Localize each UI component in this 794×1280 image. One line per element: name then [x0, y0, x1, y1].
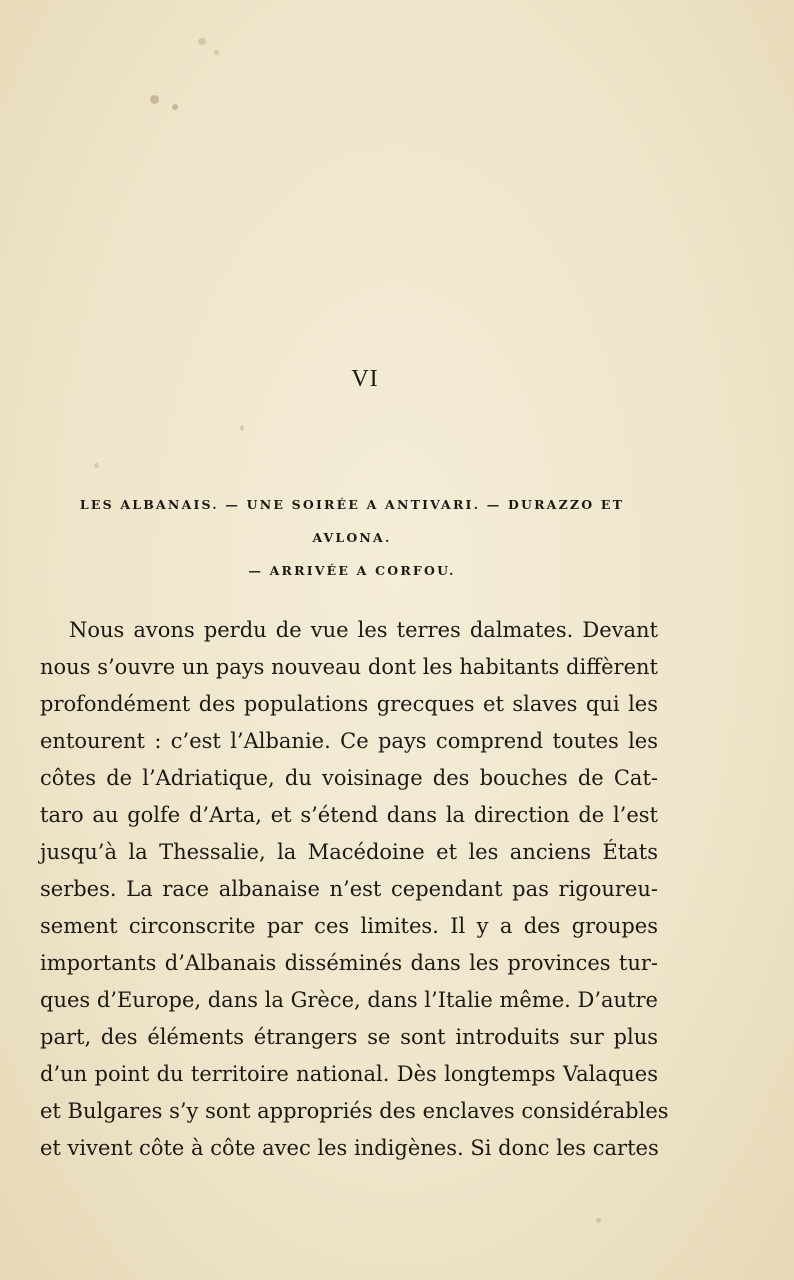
text-line: entourent : c’est l’Albanie. Ce pays comprend toutes les — [40, 729, 658, 753]
chapter-summary — [42, 488, 662, 587]
text-line: profondément des populations grecques et slaves qui les — [40, 692, 658, 716]
chapter-summary-line: — ARRIVÉE A CORFOU. — [248, 563, 456, 578]
paper-stain — [214, 50, 219, 55]
text-line: d’un point du territoire national. Dès longtemps Valaques — [40, 1062, 658, 1086]
paper-stain — [150, 95, 159, 104]
paper-stain — [596, 1218, 601, 1223]
text-line: Nous avons perdu de vue les terres dalmates. Devant — [69, 618, 658, 642]
text-line: sement circonscrite par ces limites. Il y a des groupes — [40, 914, 658, 938]
text-line: côtes de l’Adriatique, du voisinage des bouches de Cat- — [40, 766, 658, 790]
paper-stain — [240, 425, 244, 431]
text-line: part, des éléments étrangers se sont introduits sur plus — [40, 1025, 658, 1049]
paper-stain — [94, 463, 99, 468]
paper-stain — [172, 104, 178, 110]
text-line: importants d’Albanais disséminés dans les provinces tur- — [40, 951, 658, 975]
text-line: jusqu’à la Thessalie, la Macédoine et les anciens États — [40, 840, 658, 864]
chapter-summary-line: LES ALBANAIS. — UNE SOIRÉE A ANTIVARI. — DURAZZO ET AVLONA. — [79, 497, 625, 545]
text-line: serbes. La race albanaise n’est cependant pas rigoureu- — [40, 877, 658, 901]
text-line: et Bulgares s’y sont appropriés des enclaves considérables — [40, 1099, 669, 1123]
paper-stain — [198, 38, 206, 45]
text-line: et vivent côte à côte avec les indigènes. Si donc les cartes — [40, 1136, 659, 1160]
text-line: ques d’Europe, dans la Grèce, dans l’Italie même. D’autre — [40, 988, 658, 1012]
text-line: taro au golfe d’Arta, et s’étend dans la direction de l’est — [40, 803, 658, 827]
chapter-number: VI — [351, 366, 379, 392]
text-line: nous s’ouvre un pays nouveau dont les habitants diffèrent — [40, 655, 658, 679]
body-paragraph — [40, 612, 669, 1167]
